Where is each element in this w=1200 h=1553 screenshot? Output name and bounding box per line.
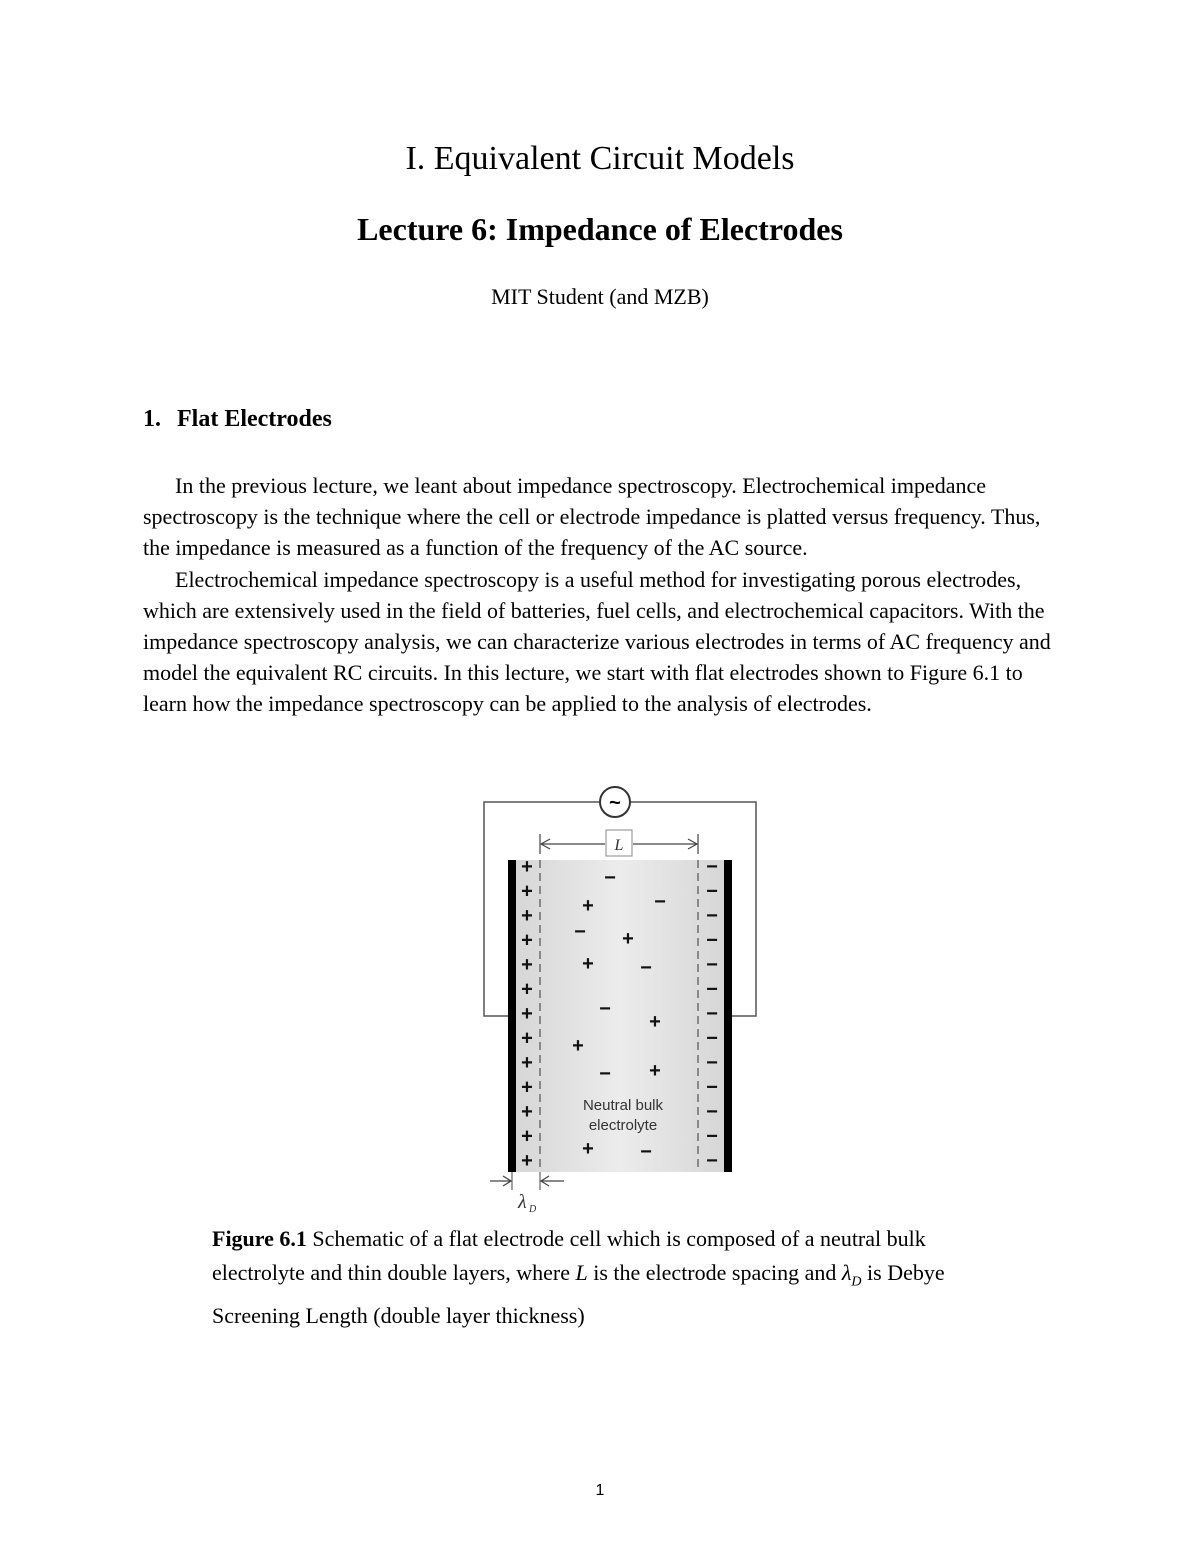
length-dimension	[540, 830, 698, 856]
cation: +	[582, 953, 594, 975]
author-line: MIT Student (and MZB)	[491, 284, 709, 309]
minus-charge: −	[706, 929, 718, 952]
page-number: 1	[595, 1482, 605, 1499]
svg-text:~: ~	[609, 792, 621, 814]
debye-symbol: λ	[518, 1191, 527, 1213]
minus-charge: −	[706, 1125, 718, 1148]
cation: +	[649, 1011, 661, 1033]
figure-6-1	[470, 780, 770, 1225]
paragraph-2: Electrochemical impedance spectroscopy is a useful method for investigating porous electrodes, which are extensively used in the field of batteries, fuel cells, and electrochemical capacitors. With the impedance spectroscopy analysis, we can characterize various electrodes in terms of AC frequency and model the equivalent RC circuits. In this lecture, we start with flat electrodes shown to Figure 6.1 to learn how the impedance spectroscopy can be applied to the analysis of electrodes.	[143, 567, 1051, 716]
plus-charge: +	[521, 1027, 533, 1050]
section-number: 1.	[143, 406, 161, 432]
plus-charge: +	[521, 929, 533, 952]
section-title: Flat Electrodes	[177, 406, 332, 432]
cation: +	[582, 1138, 594, 1160]
debye-subscript: D	[529, 1204, 537, 1215]
part-title: I. Equivalent Circuit Models	[405, 140, 795, 177]
minus-charge: −	[706, 1076, 718, 1099]
plus-charge: +	[521, 1076, 533, 1099]
plus-charge: +	[521, 1150, 533, 1172]
bulk-label-line1: Neutral bulk	[582, 1097, 664, 1114]
caption-label: Figure 6.1	[212, 1226, 307, 1251]
plus-charge: +	[521, 856, 533, 878]
figure-caption: Figure 6.1 Schematic of a flat electrode cell which is composed of a neutral bulk electrolyte and thin double layers, where L is the electrode spacing and $\lambda_D$ is Debye Screening Length (double layer thickness)	[212, 1226, 945, 1329]
anion: −	[654, 891, 666, 913]
plus-charge: +	[521, 1125, 533, 1148]
ac-source-icon	[600, 787, 630, 817]
minus-charge: −	[706, 905, 718, 927]
paragraph-1: In the previous lecture, we leant about impedance spectroscopy. Electrochemical impedance spectroscopy is the technique where the cell or electrode impedance is platted versus frequency. Thus, the impedance is measured as a function of the frequency of the AC source.	[143, 473, 1041, 560]
minus-charge: −	[706, 1003, 718, 1025]
minus-charge: −	[706, 856, 718, 878]
electrode-cell-diagram	[470, 780, 770, 1220]
anion: −	[640, 957, 652, 979]
lecture-title: Lecture 6: Impedance of Electrodes	[357, 211, 843, 247]
plus-charge: +	[521, 1101, 533, 1123]
plus-charge: +	[521, 954, 533, 976]
anion: −	[640, 1141, 652, 1163]
svg-text:L: L	[614, 837, 624, 854]
minus-charge: −	[706, 978, 718, 1001]
anion: −	[599, 1063, 611, 1085]
debye-length-marker	[490, 1172, 564, 1215]
left-electrode	[508, 860, 516, 1172]
plus-charge: +	[521, 978, 533, 1001]
anion: −	[599, 998, 611, 1020]
cation: +	[649, 1060, 661, 1082]
plus-charge: +	[521, 1003, 533, 1025]
minus-charge: −	[706, 1027, 718, 1050]
minus-charge: −	[706, 1052, 718, 1074]
plus-charge: +	[521, 905, 533, 927]
section-heading	[143, 406, 332, 433]
minus-charge: −	[706, 880, 718, 903]
bulk-label-line2: electrolyte	[588, 1117, 658, 1134]
cation: +	[572, 1035, 584, 1057]
plus-charge: +	[521, 880, 533, 903]
minus-charge: −	[706, 1101, 718, 1123]
cation: +	[622, 928, 634, 950]
cation: +	[582, 895, 594, 917]
plus-charge: +	[521, 1052, 533, 1074]
anion: −	[574, 921, 586, 943]
minus-charge: −	[706, 954, 718, 976]
right-electrode	[724, 860, 732, 1172]
minus-charge: −	[706, 1150, 718, 1172]
anion: −	[604, 867, 616, 889]
